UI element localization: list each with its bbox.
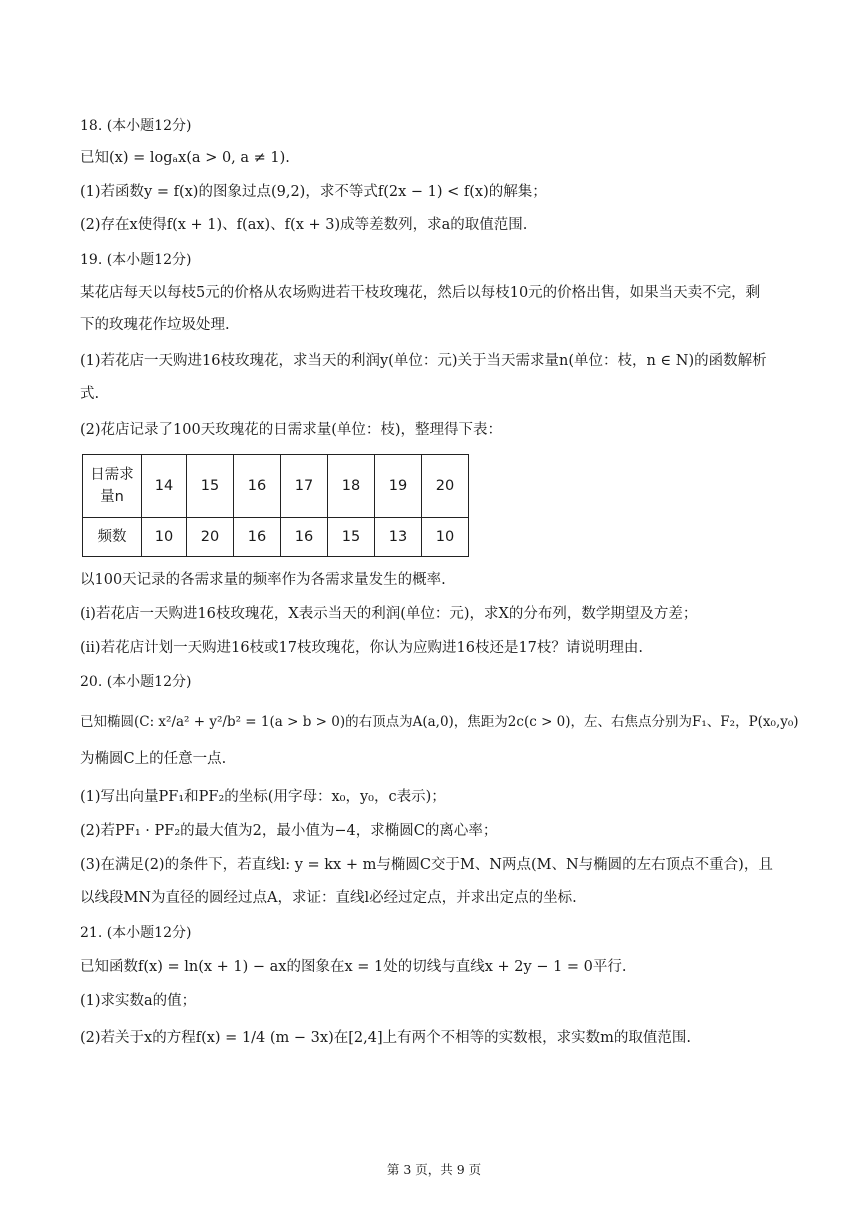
q18-given: 已知(x) = logₐx(a > 0, a ≠ 1). [80, 150, 290, 166]
demand-frequency-table [82, 454, 469, 557]
header-demand-line1: 日需求 [90, 467, 134, 483]
q20-given-line2: 为椭圆C上的任意一点. [80, 751, 227, 767]
q19-sub-ii: (ii)若花店计划一天购进16枝或17枝玫瑰花，你认为应购进16枝还是17枝？请说明理由. [80, 640, 643, 656]
q19-intro-line2: 下的玫瑰花作垃圾处理. [80, 317, 230, 333]
q20-part2: (2)若PF₁ · PF₂的最大值为2，最小值为−4，求椭圆C的离心率； [80, 823, 498, 839]
table-row-frequency [83, 518, 469, 557]
table-header-frequency: 频数 [83, 518, 142, 557]
table-cell: 17 [281, 455, 328, 518]
table-cell: 19 [375, 455, 422, 518]
table-cell: 16 [234, 455, 281, 518]
q19-note: 以100天记录的各需求量的频率作为各需求量发生的概率. [80, 572, 446, 588]
q19-header: 19. (本小题12分) [80, 252, 192, 268]
q20-given-line1: 已知椭圆(C: x²/a² + y²/b² = 1(a > b > 0)的右顶点为A(a,0)，焦距为2c(c > 0)，左、右焦点分别为F₁、F₂，P(x₀,y₀) [80, 714, 799, 730]
table-cell: 18 [328, 455, 375, 518]
q21-header: 21. (本小题12分) [80, 925, 192, 941]
q19-part2-intro: (2)花店记录了100天玫瑰花的日需求量(单位：枝)，整理得下表： [80, 422, 503, 438]
table-cell: 13 [375, 518, 422, 557]
q21-part2: (2)若关于x的方程f(x) = 1/4 (m − 3x)在[2,4]上有两个不相等的实数根，求实数m的取值范围. [80, 1030, 691, 1046]
table-cell: 20 [187, 518, 234, 557]
q21-part1: (1)求实数a的值； [80, 993, 197, 1009]
q19-part1-line1: (1)若花店一天购进16枝玫瑰花，求当天的利润y(单位：元)关于当天需求量n(单位：枝，n ∈ N)的函数解析 [80, 353, 767, 369]
table-cell: 15 [328, 518, 375, 557]
q21-given: 已知函数f(x) = ln(x + 1) − ax的图象在x = 1处的切线与直线x + 2y − 1 = 0平行. [80, 959, 627, 975]
q18-part2: (2)存在x使得f(x + 1)、f(ax)、f(x + 3)成等差数列，求a的取值范围. [80, 217, 528, 233]
q20-part3-line2: 以线段MN为直径的圆经过点A，求证：直线l必经过定点，并求出定点的坐标. [80, 890, 577, 906]
table-cell: 10 [422, 518, 469, 557]
table-header-demand [83, 455, 142, 518]
page-footer: 第 3 页，共 9 页 [386, 1162, 482, 1177]
table-cell: 14 [142, 455, 187, 518]
table-cell: 10 [142, 518, 187, 557]
q18-part1: (1)若函数y = f(x)的图象过点(9,2)，求不等式f(2x − 1) < f(x)的解集； [80, 184, 547, 200]
q19-part1-line2: 式. [80, 386, 100, 402]
table-cell: 16 [281, 518, 328, 557]
header-demand-line2: 量n [100, 489, 124, 505]
q20-header: 20. (本小题12分) [80, 674, 192, 690]
q18-header: 18. (本小题12分) [80, 118, 192, 134]
table-cell: 15 [187, 455, 234, 518]
table-cell: 20 [422, 455, 469, 518]
q19-sub-i: (i)若花店一天购进16枝玫瑰花，X表示当天的利润(单位：元)，求X的分布列，数学期望及方差； [80, 606, 698, 622]
q20-part3-line1: (3)在满足(2)的条件下，若直线l: y = kx + m与椭圆C交于M、N两点(M、N与椭圆的左右顶点不重合)，且 [80, 857, 773, 873]
table-row-demand [83, 455, 469, 518]
q20-part1: (1)写出向量PF₁和PF₂的坐标(用字母：x₀，y₀，c表示)； [80, 789, 446, 805]
table-cell: 16 [234, 518, 281, 557]
q19-intro-line1: 某花店每天以每枝5元的价格从农场购进若干枝玫瑰花，然后以每枝10元的价格出售，如果当天卖不完，剩 [80, 285, 761, 301]
